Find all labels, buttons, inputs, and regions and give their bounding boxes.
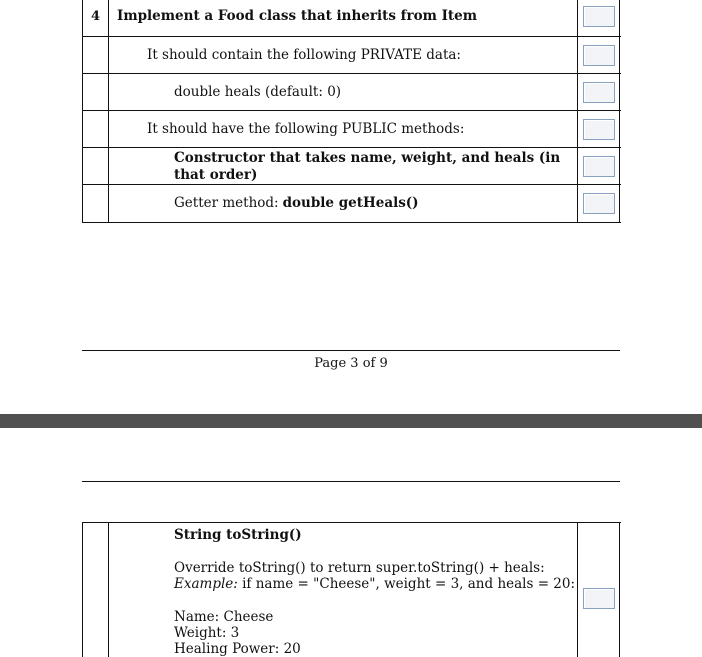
page-number: Page 3 of 9 [314, 356, 388, 371]
output-line: Weight: 3 [174, 625, 240, 641]
row-text [109, 523, 578, 657]
output-line: Healing Power: 20 [174, 641, 301, 657]
row-text-prefix: Getter method: [174, 195, 279, 211]
row-text: double heals (default: 0) [109, 74, 578, 110]
table-row [83, 148, 621, 185]
method-signature: double getHeals() [282, 195, 419, 211]
row-text [109, 185, 578, 222]
check-cell [578, 523, 620, 657]
example-text: if name = "Cheese", weight = 3, and heals = 20: [237, 576, 576, 592]
header-rule [82, 481, 620, 482]
row-heading: Implement a Food class that inherits from Item [109, 0, 578, 36]
example-line [174, 576, 577, 592]
footer-rule [82, 350, 620, 351]
row-text [109, 148, 578, 184]
requirements-table [82, 0, 621, 223]
row-text-line: that order) [174, 167, 258, 183]
check-cell [578, 37, 620, 73]
row-text: It should have the following PUBLIC methods: [109, 111, 578, 147]
checkbox[interactable] [583, 156, 615, 177]
check-cell [578, 185, 620, 222]
table-row [83, 0, 621, 37]
table-row [83, 111, 621, 148]
checkbox[interactable] [583, 588, 615, 609]
table-row [83, 37, 621, 74]
output-line: Name: Cheese [174, 609, 274, 625]
checkbox[interactable] [583, 193, 615, 214]
item-number: 4 [83, 0, 109, 36]
checkbox[interactable] [583, 45, 615, 66]
check-cell [578, 111, 620, 147]
table-row [83, 185, 621, 222]
table-row [83, 74, 621, 111]
requirements-table [82, 522, 621, 657]
table-row [83, 523, 621, 657]
method-signature: String toString() [174, 527, 302, 543]
checkbox[interactable] [583, 6, 615, 27]
check-cell [578, 0, 620, 36]
row-text: It should contain the following PRIVATE data: [109, 37, 578, 73]
check-cell [578, 74, 620, 110]
example-label: Example: [174, 576, 238, 592]
method-description: Override toString() to return super.toString() + heals: [174, 560, 545, 576]
page-4 [0, 428, 702, 657]
row-text-line: Constructor that takes name, weight, and heals (in [174, 150, 561, 166]
check-cell [578, 148, 620, 184]
checkbox[interactable] [583, 82, 615, 103]
checkbox[interactable] [583, 119, 615, 140]
